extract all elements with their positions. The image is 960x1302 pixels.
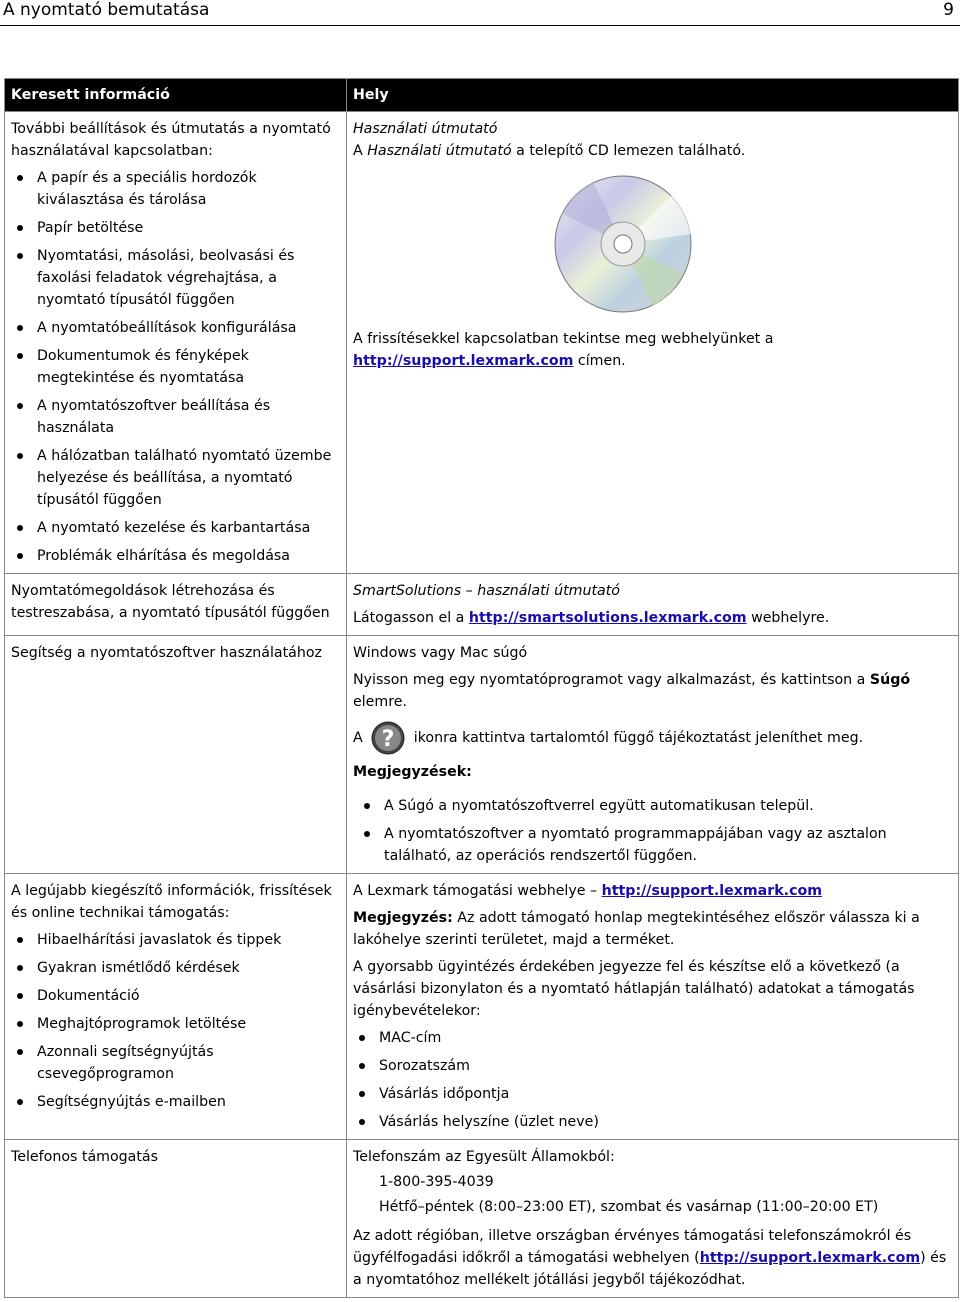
list-item: Sorozatszám (353, 1055, 951, 1077)
support-link[interactable]: http://support.lexmark.com (353, 353, 574, 369)
list-item: A papír és a speciális hordozók kiválasztása és tárolása (11, 167, 339, 211)
row4-note: Megjegyzés: Az adott támogató honlap megtekintéséhez először válassza ki a lakóhelye szerinti területet, majd a terméket. (353, 910, 920, 948)
row3-right (347, 636, 959, 874)
table-row (5, 636, 959, 874)
row1-intro: További beállítások és útmutatás a nyomtató használatával kapcsolatban: (11, 121, 331, 159)
col-header-location: Hely (347, 79, 959, 112)
row1-right-line: A Használati útmutató a telepítő CD lemezen található. (353, 143, 746, 159)
list-item: A nyomtatóbeállítások konfigurálása (11, 317, 339, 339)
list-item: Gyakran ismétlődő kérdések (11, 957, 339, 979)
list-item: Vásárlás időpontja (353, 1083, 951, 1105)
table-row (5, 574, 959, 636)
col-header-info: Keresett információ (5, 79, 347, 112)
row4-intro: A legújabb kiegészítő információk, frissítések és online technikai támogatás: (11, 883, 332, 921)
row2-right-title: SmartSolutions – használati útmutató (353, 583, 620, 599)
row4-p: A gyorsabb ügyintézés érdekében jegyezze fel és készítse elő a következő (a vásárlási bizonylaton és a nyomtató hátlapján található) adatokat a támogatás igénybevételekor: (353, 959, 915, 1019)
list-item: A Súgó a nyomtatószoftverrel együtt automatikusan települ. (353, 795, 951, 817)
row1-update: A frissítésekkel kapcsolatban tekintse meg webhelyünket a http://support.lexmark.com címen. (353, 331, 774, 369)
list-item: A nyomtató kezelése és karbantartása (11, 517, 339, 539)
row2-left: Nyomtatómegoldások létrehozása és testreszabása, a nyomtató típusától függően (5, 574, 347, 636)
cd-disc-icon (553, 174, 693, 314)
list-item: Vásárlás helyszíne (üzlet neve) (353, 1111, 951, 1133)
row1-list (11, 167, 339, 567)
smartsolutions-link[interactable]: http://smartsolutions.lexmark.com (468, 610, 747, 626)
row3-right-title: Windows vagy Mac súgó (353, 645, 528, 661)
list-item: Nyomtatási, másolási, beolvasási és faxolási feladatok végrehajtása, a nyomtató típusától függően (11, 245, 339, 311)
list-item: Meghajtóprogramok letöltése (11, 1013, 339, 1035)
list-item: Dokumentáció (11, 985, 339, 1007)
row5-right-title: Telefonszám az Egyesült Államokból: (353, 1149, 615, 1165)
table-header-row (5, 79, 959, 112)
table-row (5, 874, 959, 1140)
page-title: A nyomtató bemutatása (3, 0, 210, 20)
support-hours: Hétfő–péntek (8:00–23:00 ET), szombat és vasárnap (11:00–20:00 ET) (379, 1199, 879, 1215)
row1-left (5, 112, 347, 574)
list-item: Azonnali segítségnyújtás csevegőprogramon (11, 1041, 339, 1085)
list-item: Papír betöltése (11, 217, 339, 239)
info-table (4, 78, 959, 1298)
row1-right (347, 112, 959, 574)
table-row (5, 112, 959, 574)
list-item: Segítségnyújtás e-mailben (11, 1091, 339, 1113)
row5-p: Az adott régióban, illetve országban érvényes támogatási telefonszámokról és ügyfélfogadási időkről a támogatási webhelyen (http://support.lexmark.com) és a nyomtatóhoz mellékelt jótállási jegyből tájékozódhat. (353, 1228, 947, 1288)
row3-left: Segítség a nyomtatószoftver használatához (5, 636, 347, 874)
row4-list (11, 929, 339, 1113)
list-item: Hibaelhárítási javaslatok és tippek (11, 929, 339, 951)
page-header (0, 0, 960, 26)
list-item: A hálózatban található nyomtató üzembe helyezése és beállítása, a nyomtató típusától függően (11, 445, 339, 511)
help-question-icon (371, 721, 405, 755)
list-item: A nyomtatószoftver beállítása és használata (11, 395, 339, 439)
row4-right (347, 874, 959, 1140)
header-rule (0, 25, 960, 26)
list-item: A nyomtatószoftver a nyomtató programmappájában vagy az asztalon található, az operációs rendszertől függően. (353, 823, 951, 867)
row1-right-title: Használati útmutató (353, 121, 498, 137)
row4-left (5, 874, 347, 1140)
list-item: Problémák elhárítása és megoldása (11, 545, 339, 567)
row5-right (347, 1140, 959, 1298)
support-link-3[interactable]: http://support.lexmark.com (699, 1250, 921, 1266)
phone-number: 1-800-395-4039 (379, 1174, 494, 1190)
page-number: 9 (943, 0, 954, 20)
row4-right-title: A Lexmark támogatási webhelye – http://support.lexmark.com (353, 883, 823, 899)
row4-right-list (353, 1027, 951, 1133)
list-item: MAC-cím (353, 1027, 951, 1049)
notes-label: Megjegyzések: (353, 764, 472, 780)
support-link-2[interactable]: http://support.lexmark.com (601, 883, 823, 899)
row2-right-line: Látogasson el a http://smartsolutions.lexmark.com webhelyre. (353, 610, 830, 626)
notes-list (353, 795, 951, 867)
svg-text:?: ? (381, 727, 395, 752)
row2-right (347, 574, 959, 636)
row3-p1: Nyisson meg egy nyomtatóprogramot vagy alkalmazást, és kattintson a Súgó elemre. (353, 672, 911, 710)
list-item: Dokumentumok és fényképek megtekintése és nyomtatása (11, 345, 339, 389)
row3-p2: A ? ikonra kattintva tartalomtól függő tájékoztatást jeleníthet meg. (353, 721, 951, 755)
row5-left: Telefonos támogatás (5, 1140, 347, 1298)
table-row (5, 1140, 959, 1298)
